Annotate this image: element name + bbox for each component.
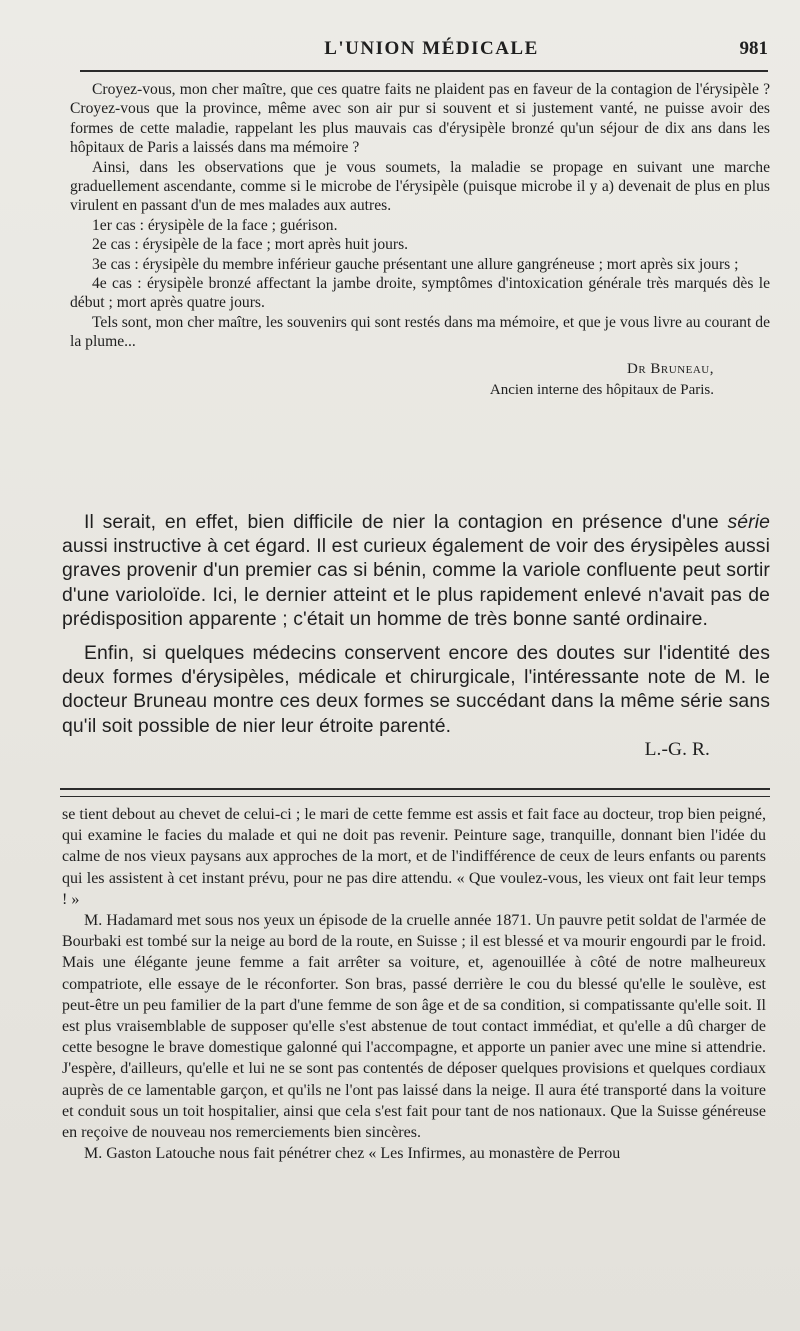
case-item: 1er cas : érysipèle de la face ; guérison. (92, 216, 338, 234)
letter-section (70, 80, 770, 401)
feuilleton-paragraph: se tient debout au chevet de celui-ci ; le mari de cette femme est assis et fait face au docteur, trop bien peigné, qui examine le facies du malade et qui ne doit pas revenir. Peinture sage, tranquille, donnant bien l'idée du calme de nos vieux paysans aux approches de la mort, et de l'indifférence de ceux de leurs enfants ou parents qui les assistent à cet instant prévu, pour ne pas dire attendu. « Que voulez-vous, les vieux ont fait leur temps ! » (62, 806, 766, 908)
page-header (95, 34, 768, 66)
feuilleton-paragraph: M. Hadamard met sous nos yeux un épisode de la cruelle année 1871. Un pauvre petit soldat de l'armée de Bourbaki est tombé sur la neige au bord de la route, en Suisse ; il est blessé et va mourir engourdi par le froid. Mais une élégante jeune femme a fait arrêter sa voiture, et, agenouillée à côté de notre malheureux compatriote, elle essaye de le réconforter. Son bras, passé derrière le cou du blessé qu'elle le soulève, est peut-être un peu familier de la part d'une femme de son âge et de sa condition, si compatissante qu'elle soit. Il est plus vraisemblable de supposer qu'elle s'est abstenue de tout contact immédiat, et qu'elle a dû charger de cette besogne le brave domestique galonné qui l'accompagne, et apporte un panier avec une mine si attendrie. J'espère, d'ailleurs, qu'elle et lui ne se sont pas contentés de déposer quelques provisions et quelques cordiaux auprès de ce lamentable garçon, et qu'ils ne l'ont pas laissé dans la neige. Il aura été transporté dans la voiture et conduit sous un toit hospitalier, ainsi que cela s'est fait pour tant de nos nationaux. Que la Suisse généreuse en reçoive de nouveau nos remerciements bien sincères. (62, 912, 766, 1142)
header-rule (80, 70, 768, 72)
page-number: 981 (739, 38, 768, 59)
signature-title: Ancien interne des hôpitaux de Paris. (489, 382, 714, 399)
running-title: L'UNION MÉDICALE (324, 38, 539, 59)
letter-paragraph: Croyez-vous, mon cher maître, que ces quatre faits ne plaident pas en faveur de la contagion de l'érysipèle ? Croyez-vous que la province, même avec son air pur si souvent et si justement vanté, ne puisse avoir des formes de cette maladie, rappelant les plus mauvais cas d'érysipèle bronzé qu'un séjour de dix ans dans les hôpitaux de Paris a laissés dans ma mémoire ? (70, 81, 770, 157)
feuilleton-paragraph: M. Gaston Latouche nous fait pénétrer chez « Les Infirmes, au monastère de Perrou (84, 1145, 621, 1163)
commentary-text: aussi instructive à cet égard. Il est curieux également de voir des érysipèles aussi graves provenir d'un premier cas si bénin, comme la variole confluente peut sortir d'une varioloïde. Ici, le dernier atteint et le plus rapidement enlevé n'avait pas de prédisposition apparente ; c'était un homme de très bonne santé ordinaire. (62, 535, 770, 630)
letter-paragraph: Ainsi, dans les observations que je vous soumets, la maladie se propage en suivant une marche graduellement ascendante, comme si le microbe de l'érysipèle (puisque microbe il y a) devenait de plus en plus virulent en passant d'un de mes malades aux autres. (70, 158, 770, 215)
case-item: 2e cas : érysipèle de la face ; mort après huit jours. (92, 236, 409, 254)
case-item: 4e cas : érysipèle bronzé affectant la jambe droite, symptômes d'intoxication générale très marqués dès le début ; mort après quatre jours. (70, 275, 770, 312)
feuilleton-section (62, 804, 766, 1164)
commentary-section (62, 510, 770, 762)
signature-name-text: Dr Bruneau, (626, 360, 714, 377)
case-item: 3e cas : érysipèle du membre inférieur gauche présentant une allure gangréneuse ; mort après six jours ; (92, 255, 739, 273)
section-divider (60, 788, 770, 797)
commentary-text: Il serait, en effet, bien difficile de nier la contagion en présence d'une (84, 511, 728, 533)
signature-name (70, 360, 714, 379)
commentary-paragraph (62, 510, 770, 631)
commentary-paragraph: Enfin, si quelques médecins conservent encore des doutes sur l'identité des deux formes d'érysipèles, médicale et chirurgicale, l'intéressante note de M. le docteur Bruneau montre ces deux formes se succédant dans la même série sans qu'il soit possible de nier leur étroite parenté. (62, 642, 770, 737)
author-initials: L.-G. R. (644, 738, 710, 760)
commentary-italic: série (727, 511, 770, 533)
letter-closing: Tels sont, mon cher maître, les souvenirs qui sont restés dans ma mémoire, et que je vous livre au courant de la plume... (70, 313, 770, 351)
